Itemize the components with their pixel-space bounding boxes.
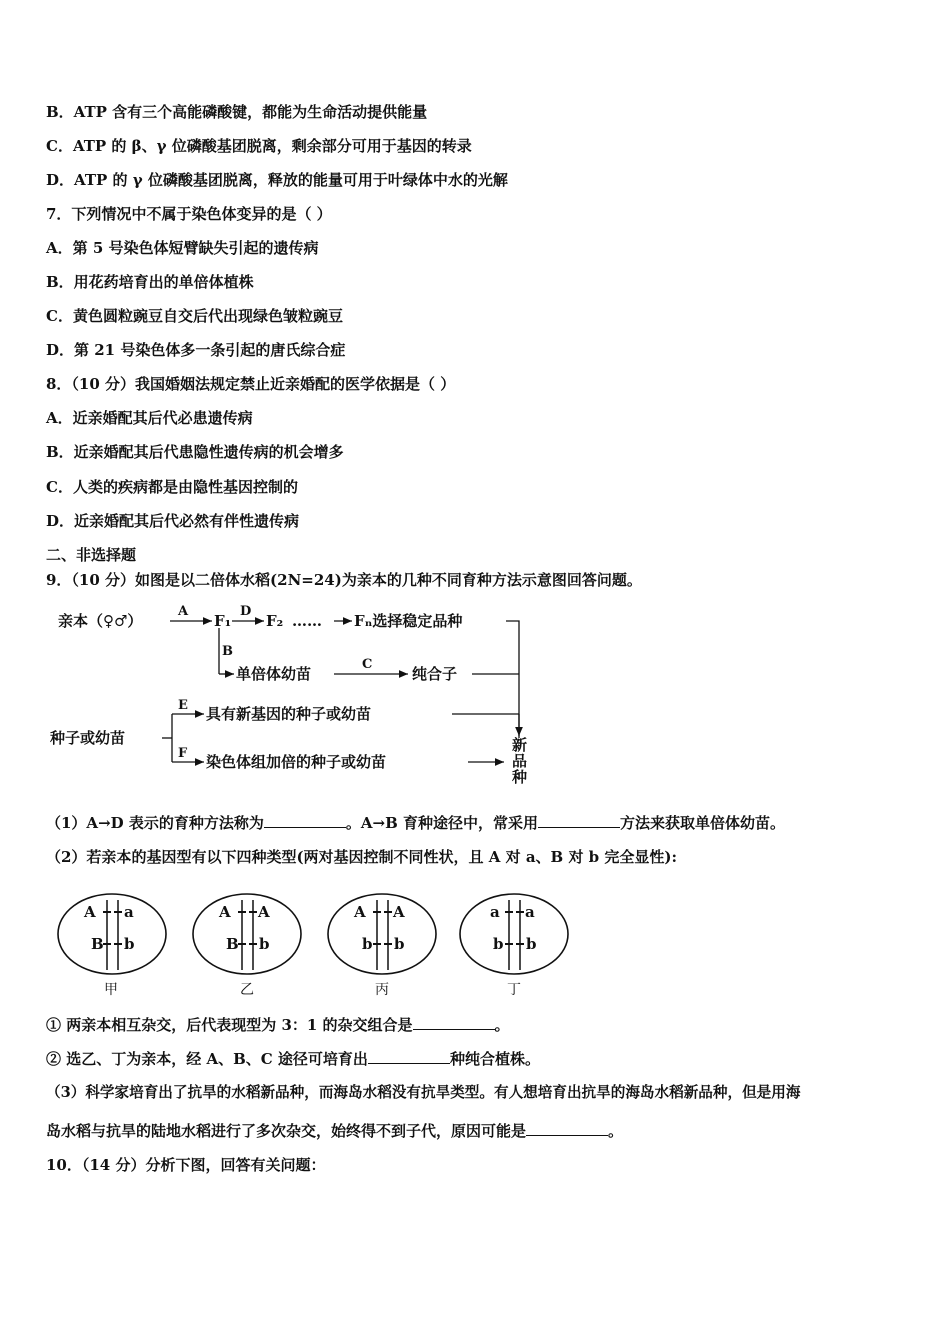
flow-haploid: 单倍体幼苗 xyxy=(236,665,312,683)
q8-option-c: C．人类的疾病都是由隐性基因控制的 xyxy=(46,478,298,496)
q7-option-d: D．第 21 号染色体多一条引起的唐氏综合症 xyxy=(46,341,346,359)
flow-f2: F₂ xyxy=(266,612,284,630)
q9-part3-line2 xyxy=(46,1120,623,1142)
genotype-cells xyxy=(52,886,582,1002)
flow-label-f: F xyxy=(178,746,188,761)
allele: A xyxy=(354,903,366,921)
q9-part3-a: 岛水稻与抗旱的陆地水稻进行了多次杂交，始终得不到子代，原因可能是 xyxy=(46,1122,527,1140)
q9-part1-c: 方法来获取单倍体幼苗。 xyxy=(619,814,785,832)
q9-sub2-b: 种纯合植株。 xyxy=(449,1050,540,1068)
q10-stem: 10．（14 分）分析下图，回答有关问题： xyxy=(46,1156,326,1174)
allele: A xyxy=(219,903,231,921)
flow-label-e: E xyxy=(178,698,188,713)
flow-doubled: 染色体组加倍的种子或幼苗 xyxy=(206,753,387,771)
q7-stem: 7．下列情况中不属于染色体变异的是（ ） xyxy=(46,205,332,223)
q8-option-a: A．近亲婚配其后代必患遗传病 xyxy=(46,409,253,427)
q6-option-c: C．ATP 的 β、γ 位磷酸基团脱离，剩余部分可用于基因的转录 xyxy=(46,137,472,155)
allele: B xyxy=(226,935,239,953)
q6-option-d: D．ATP 的 γ 位磷酸基团脱离，释放的能量可用于叶绿体中水的光解 xyxy=(46,171,508,189)
q9-stem: 9．（10 分）如图是以二倍体水稻(2N=24)为亲本的几种不同育种方法示意图回答问题。 xyxy=(46,571,642,589)
line-right-top xyxy=(506,621,519,738)
flow-new-variety-2: 品 xyxy=(512,752,528,770)
flow-label-c: C xyxy=(362,657,373,672)
q7-option-b: B．用花药培育出的单倍体植株 xyxy=(46,273,254,291)
allele: B xyxy=(91,935,104,953)
allele: A xyxy=(84,903,96,921)
flow-new-variety-3: 种 xyxy=(512,768,528,786)
flow-new-variety-1: 新 xyxy=(512,736,528,754)
flow-fn: Fₙ选择稳定品种 xyxy=(354,612,463,630)
q9-sub2 xyxy=(46,1048,540,1070)
flow-label-b: B xyxy=(222,644,233,659)
q9-part3-line1: （3）科学家培育出了抗旱的水稻新品种，而海岛水稻没有抗旱类型。有人想培育出抗旱的海岛水稻新品种，但是用海 xyxy=(46,1084,801,1101)
cell-label: 乙 xyxy=(240,982,254,998)
cell-jia xyxy=(58,894,166,998)
flow-label-d: D xyxy=(240,604,252,619)
answer-blank-4[interactable] xyxy=(368,1049,450,1064)
cell-bing xyxy=(328,894,436,998)
allele: b xyxy=(124,935,135,953)
q9-sub1-a: ① 两亲本相互杂交，后代表现型为 3：1 的杂交组合是 xyxy=(46,1016,413,1034)
q8-option-b: B．近亲婚配其后代患隐性遗传病的机会增多 xyxy=(46,443,344,461)
answer-blank-3[interactable] xyxy=(413,1015,495,1030)
q9-sub1 xyxy=(46,1014,510,1036)
flow-parent: 亲本（♀♂） xyxy=(58,612,143,630)
section-heading: 二、非选择题 xyxy=(46,546,137,564)
cell-label: 甲 xyxy=(104,982,118,998)
q9-sub2-a: ② 选乙、丁为亲本，经 A、B、C 途径可培育出 xyxy=(46,1050,368,1068)
allele: b xyxy=(394,935,405,953)
q6-option-b: B．ATP 含有三个高能磷酸键，都能为生命活动提供能量 xyxy=(46,103,428,121)
allele: A xyxy=(393,903,405,921)
q8-option-d: D．近亲婚配其后代必然有伴性遗传病 xyxy=(46,512,300,530)
allele: b xyxy=(493,935,504,953)
answer-blank-5[interactable] xyxy=(526,1121,608,1136)
flow-dots: …… xyxy=(292,612,322,630)
flow-pure: 纯合子 xyxy=(412,665,458,683)
cell-ding xyxy=(460,894,568,998)
q7-option-c: C．黄色圆粒豌豆自交后代出现绿色皱粒豌豆 xyxy=(46,307,343,325)
allele: a xyxy=(490,903,500,921)
q9-part2: （2）若亲本的基因型有以下四种类型(两对基因控制不同性状，且 A 对 a、B 对 b 完全显性): xyxy=(46,848,678,866)
q9-part3-b: 。 xyxy=(608,1122,624,1140)
answer-blank-1[interactable] xyxy=(264,813,346,828)
allele: b xyxy=(259,935,270,953)
allele: a xyxy=(124,903,134,921)
allele: b xyxy=(526,935,537,953)
allele: b xyxy=(362,935,373,953)
cell-yi xyxy=(193,894,301,998)
breeding-flow-diagram xyxy=(44,598,544,790)
allele: a xyxy=(525,903,535,921)
cell-label: 丙 xyxy=(375,982,389,998)
answer-blank-2[interactable] xyxy=(538,813,620,828)
q9-part1-a: （1）A→D 表示的育种方法称为 xyxy=(46,814,264,832)
q8-stem: 8．（10 分）我国婚姻法规定禁止近亲婚配的医学依据是（ ） xyxy=(46,375,456,393)
flow-label-a: A xyxy=(178,604,189,619)
flow-newgene: 具有新基因的种子或幼苗 xyxy=(206,705,372,723)
q9-sub1-b: 。 xyxy=(494,1016,510,1034)
q9-part1-b: 。A→B 育种途径中，常采用 xyxy=(345,814,538,832)
allele: A xyxy=(258,903,270,921)
q7-option-a: A．第 5 号染色体短臂缺失引起的遗传病 xyxy=(46,239,319,257)
q9-part1 xyxy=(46,812,785,834)
flow-f1: F₁ xyxy=(214,612,232,630)
flow-seed: 种子或幼苗 xyxy=(50,729,126,747)
cell-label: 丁 xyxy=(507,982,521,998)
